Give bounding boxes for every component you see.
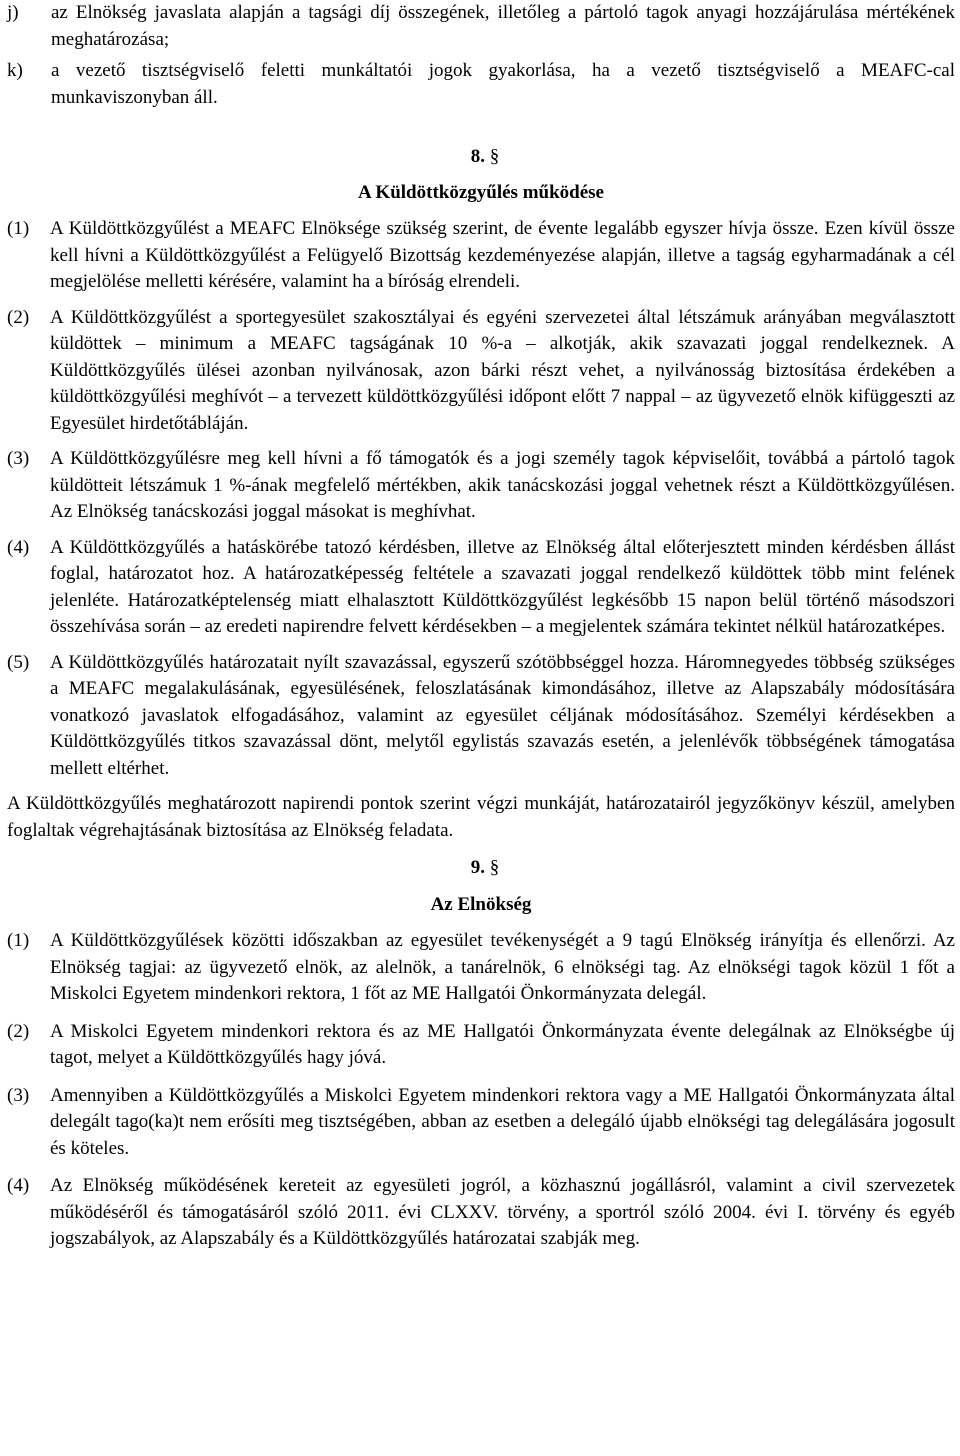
list-item [7, 1019, 955, 1072]
item-label: (4) [7, 536, 30, 558]
item-text: az Elnökség javaslata alapján a tagsági díj összegének, illetőleg a pártoló tagok anyagi hozzájárulása mértékének meghatározása; [51, 2, 955, 50]
item-label: j) [7, 2, 19, 23]
section-title: A Küldöttközgyűlés működése [358, 181, 604, 203]
section-number-text: 9. [470, 857, 485, 878]
item-label: (3) [7, 1084, 30, 1106]
section-symbol: § [489, 857, 500, 878]
section-number [7, 855, 955, 882]
section-number [7, 144, 955, 171]
item-label: (1) [7, 930, 30, 951]
document-page [7, 0, 955, 1253]
item-text: Az Elnökség működésének kereteit az egyesületi jogról, a közhasznú jogállásról, valamint a civil szervezetek működéséről és támogatásáról szóló 2011. évi CLXXV. törvény, a sportról szóló 2004. évi I. törvény és egyéb jogszabályok, az Alapszabály és a Küldöttközgyűlés határozatai szabják meg. [50, 1175, 955, 1249]
item-label: (2) [7, 306, 30, 328]
list-item [7, 928, 955, 1008]
section-number-text: 8. [470, 146, 485, 167]
list-item [7, 1083, 955, 1163]
section-symbol: § [489, 146, 500, 167]
list-item [7, 0, 955, 53]
list-item [7, 1173, 955, 1253]
list-item [7, 535, 955, 641]
item-text: A Küldöttközgyűlések közötti időszakban az egyesület tevékenységét a 9 tagú Elnökség irányítja és ellenőrzi. Az Elnökség tagjai: az ügyvezető elnök, az alelnök, a tanárelnök, 6 elnökségi tag. Az elnökségi tagok közül 1 főt a Miskolci Egyetem mindenkori rektora, 1 főt az ME Hallgatói Önkormányzata delegál. [50, 930, 955, 1004]
item-text: a vezető tisztségviselő feletti munkáltatói jogok gyakorlása, ha a vezető tisztségviselő a MEAFC-cal munkaviszonyban áll. [51, 60, 955, 108]
list-item [7, 305, 955, 438]
item-label: (1) [7, 218, 30, 239]
item-text: A Küldöttközgyűlésre meg kell hívni a fő támogatók és a jogi személy tagok képviselőit, továbbá a pártoló tagok küldötteit létszámuk 1 %-ának megfelelő mértékben, akik tanácskozási joggal vehetnek részt a Küldöttközgyűlésen. Az Elnökség tanácskozási joggal másokat is meghívhat. [50, 448, 955, 522]
item-label: (4) [7, 1175, 30, 1196]
item-text: A Miskolci Egyetem mindenkori rektora és az ME Hallgatói Önkormányzata évente delegálnak az Elnökségbe új tagot, melyet a Küldöttközgyűlés hagy jóvá. [50, 1020, 955, 1068]
item-label: (3) [7, 448, 30, 469]
section-title: Az Elnökség [430, 893, 532, 915]
item-text: A Küldöttközgyűlést a sportegyesület szakosztályai és egyéni szervezetei által létszámuk arányában megválasztott küldöttek – minimum a MEAFC tagságának 10 %-a – alkotják, akik szavazati joggal rendelkeznek. A Küldöttközgyűlés ülései azonban nyilvánosak, azon bárki részt vehet, a nyilvánosság biztosítása érdekében a küldöttközgyűlési meghívót – a tervezett küldöttközgyűlési időpont előtt 7 nappal – az ügyvezető elnök kifüggeszti az Egyesület hirdetőtábláján. [50, 306, 955, 434]
list-item [7, 446, 955, 526]
item-text: A Küldöttközgyűlés a hatáskörébe tatozó kérdésben, illetve az Elnökség által előterjesztett minden kérdésben állást foglal, határozatot hoz. A határozatképesség feltétele a szavazati joggal rendelkező küldöttek több mint felének jelenléte. Határozatképtelenség miatt elhalasztott Küldöttközgyűlést legkésőbb 15 napon belül történő másodszori összehívása során – az eredeti napirendre felvett kérdésekben – a megjelentek számára tekintet nélkül határozatképes. [50, 536, 955, 637]
closing-paragraph: A Küldöttközgyűlés meghatározott napirendi pontok szerint végzi munkáját, határozatairól jegyzőkönyv készül, amelyben foglaltak végrehajtásának biztosítása az Elnökség feladata. [7, 793, 955, 841]
item-label: k) [7, 60, 23, 81]
item-text: Amennyiben a Küldöttközgyűlés a Miskolci Egyetem mindenkori rektora vagy a ME Hallgatói Önkormányzata által delegált tago(ka)t nem erősíti meg tisztségében, abban az esetben a delegáló újabb elnökségi tag delegálására jogosult és köteles. [50, 1084, 955, 1159]
item-text: A Küldöttközgyűlést a MEAFC Elnöksége szükség szerint, de évente legalább egyszer hívja össze. Ezen kívül össze kell hívni a Küldöttközgyűlést a Felügyelő Bizottság kezdeményezése alapján, illetve a tagság egyharmadának a cél megjelölése melletti kérésére, valamint ha a bíróság elrendeli. [50, 218, 955, 292]
item-label: (5) [7, 651, 30, 673]
list-item [7, 58, 955, 111]
list-item [7, 216, 955, 296]
item-label: (2) [7, 1020, 30, 1042]
list-item [7, 650, 955, 783]
item-text: A Küldöttközgyűlés határozatait nyílt szavazással, egyszerű szótöbbséggel hozza. Háromnegyedes többség szükséges a MEAFC megalakulásának, egyesülésének, feloszlatásának kimondásához, illetve az Alapszabály módosítására vonatkozó javaslatok elfogadásához, valamint az egyesület céljának módosításához. Személyi kérdésekben a Küldöttközgyűlés titkos szavazással dönt, melytől egylistás szavazás esetén, a jelenlévők többségének támogatása mellett eltérhet. [50, 651, 955, 779]
